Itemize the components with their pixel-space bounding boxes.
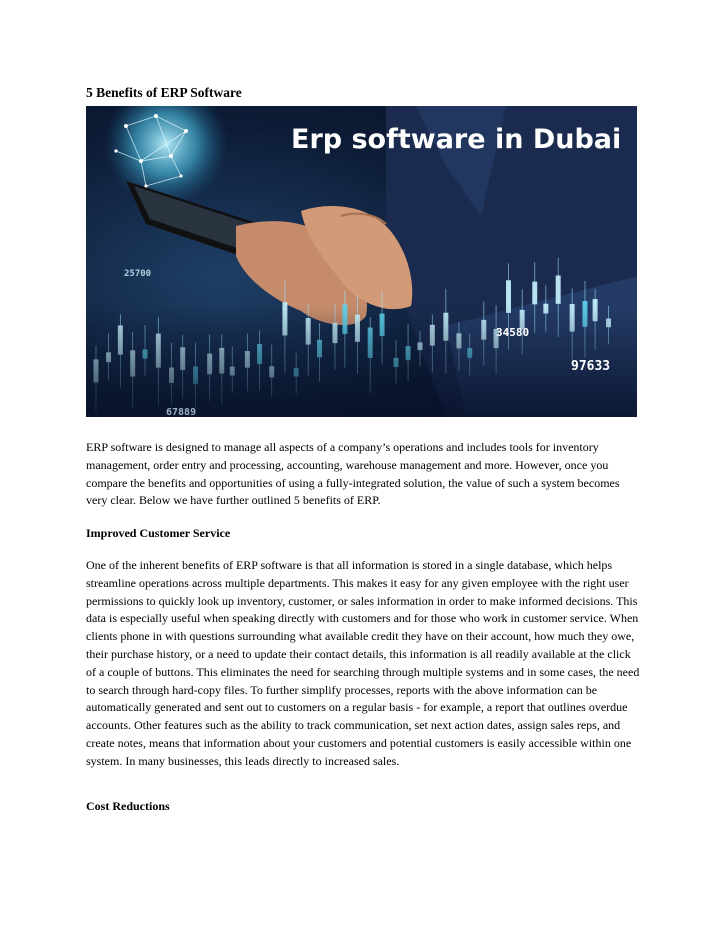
candle-body [532,282,537,305]
candle-body [556,275,561,303]
section-heading-customer-service: Improved Customer Service [86,526,231,540]
intro-paragraph: ERP software is designed to manage all aspects of a company’s operations and includes tools for inventory management, order entry and processing, accounting, warehouse management and more. However, once you compare the benefits and opportunities of using a fully-integrated solution, the value of such a system becomes very clear. Below we have further outlined 5 benefits of ERP. [86,440,620,508]
hero-number: 97633 [571,359,611,374]
hero-number: 25700 [124,269,152,279]
hero-heading: Erp software in Dubai [291,124,622,155]
section-heading-cost-reductions: Cost Reductions [86,799,170,813]
hero-number: 67889 [166,407,197,417]
hero-number: 34580 [496,326,530,339]
hero-image [86,106,637,417]
document-title: 5 Benefits of ERP Software [86,85,242,100]
section-body-customer-service: One of the inherent benefits of ERP software is that all information is stored in a single database, which helps streamline operations across multiple departments. This makes it easy for any given employee with the right user permissions to quickly look up inventory, customer, or sales information in order to make informed decisions. This data is especially useful when speaking directly with customers and for those who work in customer service. When clients phone in with questions surrounding what available credit they have on their account, how much they owe, their purchase history, or a need to update their contact details, this information is all readily available at the click of a couple of buttons. This eliminates the need for searching through multiple systems and in some cases, the need to search through hard-copy files. To further simplify processes, reports with the above information can be automatically generated and sent out to customers on a regular basis - for example, a report that outlines overdue accounts. Other features such as the ability to track communication, set next action dates, assign sales reps, and create notes, means that information about your customers and potential customers is easily accessible within one system. In many businesses, this leads directly to increased sales. [86,558,640,768]
